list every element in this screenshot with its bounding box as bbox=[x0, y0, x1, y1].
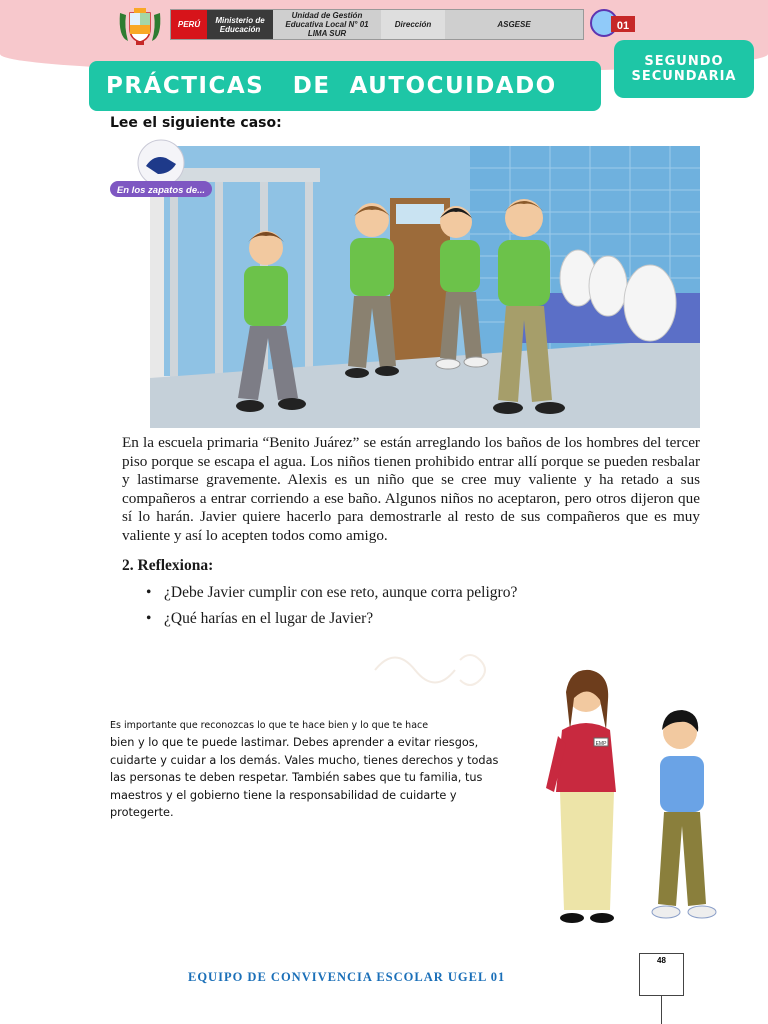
teacher-student-illustration bbox=[530, 660, 730, 932]
tip-body: bien y lo que te puede lastimar. Debes aprender a evitar riesgos, cuidarte y cuidar a los demás. Vales mucho, tienes derechos y todas las personas te deben respetar. También sabes que tu familia, tus maestros y el gobierno tiene la responsabilidad de cuidarte y protegerte. bbox=[110, 736, 499, 820]
peru-label: PERÚ bbox=[171, 10, 207, 39]
ministry-label: Ministerio de Educación bbox=[207, 10, 273, 39]
institution-header bbox=[170, 9, 584, 40]
ugel-logo-number: 01 bbox=[616, 20, 630, 32]
scene-badge-label: En los zapatos de... bbox=[116, 185, 206, 196]
grade-line2: SECUNDARIA bbox=[631, 69, 737, 84]
ugel-logo-icon bbox=[589, 8, 637, 38]
ugel-label-line2: LIMA SUR bbox=[307, 29, 347, 38]
peru-emblem-icon bbox=[116, 7, 164, 45]
page-number-box bbox=[639, 953, 684, 996]
question-item: • ¿Debe Javier cumplir con ese reto, aunque corra peligro? bbox=[146, 584, 517, 610]
tip-paragraph bbox=[110, 720, 510, 822]
footer-text: EQUIPO DE CONVIVENCIA ESCOLAR UGEL 01 bbox=[188, 970, 506, 984]
faint-decoration bbox=[365, 640, 505, 700]
asgese-label: ASGESE bbox=[445, 10, 583, 39]
teacher-badge-label: EMP bbox=[595, 741, 607, 747]
grade-line1: SEGUNDO bbox=[644, 54, 724, 69]
direction-label: Dirección bbox=[381, 10, 445, 39]
tip-first-line: Es importante que reconozcas lo que te hace bien y lo que te hace bbox=[110, 720, 429, 731]
page-number-line bbox=[661, 996, 662, 1024]
ugel-label-line1: Unidad de Gestión Educativa Local N° 01 bbox=[285, 11, 369, 29]
page-number: 48 bbox=[657, 956, 666, 965]
case-paragraph: En la escuela primaria “Benito Juárez” se están arreglando los baños de los hombres del tercer piso porque se escapa el agua. Los niños tienen prohibido entrar allí porque se pueden resbalar y lastimarse gravemente. Alexis es un niño que se cree muy valiente y ha retado a sus compañeros a entrar corriendo a ese baño. Algunos niños no aceptaron, pero otros dijeron que sí lo harán. Javier quiere hacerlo para demostrarle al resto de sus compañeros que es muy valiente y así lo acepten todos como amigo. bbox=[122, 434, 700, 544]
grade-badge bbox=[614, 40, 754, 98]
reflect-heading: 2. Reflexiona: bbox=[122, 557, 214, 574]
ugel-label bbox=[273, 10, 381, 39]
page-title: PRÁCTICAS DE AUTOCUIDADO bbox=[89, 61, 601, 111]
intro-heading: Lee el siguiente caso: bbox=[110, 115, 282, 131]
reflect-questions bbox=[146, 584, 517, 636]
bathroom-scene-illustration bbox=[110, 138, 702, 430]
question-item: • ¿Qué harías en el lugar de Javier? bbox=[146, 610, 517, 636]
